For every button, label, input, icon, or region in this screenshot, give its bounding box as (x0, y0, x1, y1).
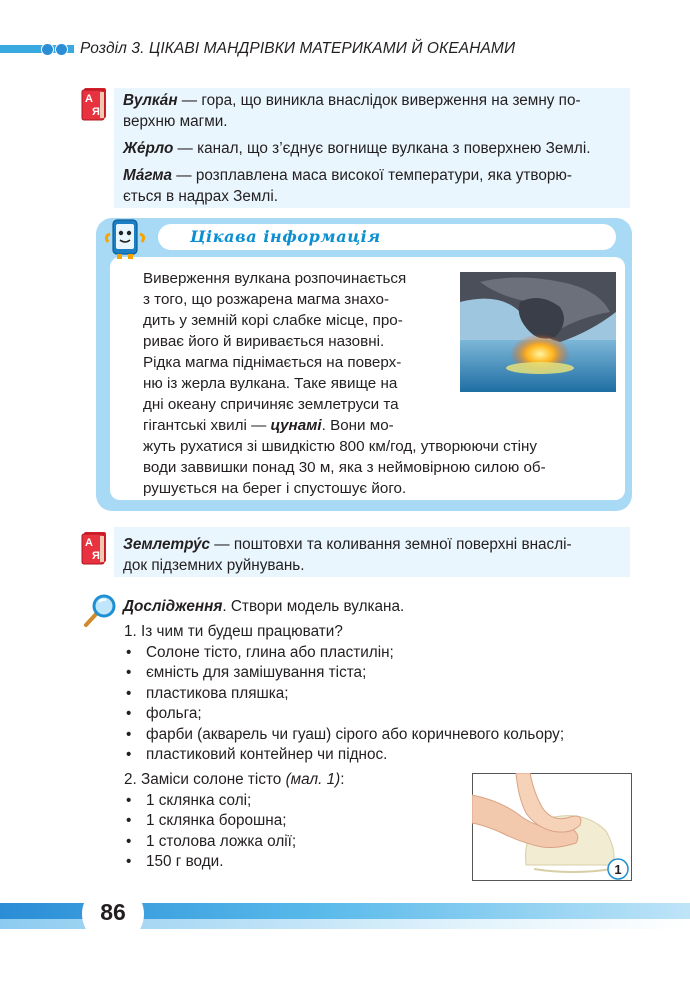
bullet: • (126, 725, 132, 743)
dict-letter-a: А (85, 93, 93, 105)
info-text-part: . Вони мо- (321, 417, 394, 434)
term-definition-cont: док підземних руйнувань. (123, 557, 305, 574)
dough-list (124, 770, 344, 873)
list-item-text: 1 склянка солі; (146, 791, 252, 809)
list-item (124, 684, 564, 705)
info-line: рушується на берег і спустошує його. (143, 480, 407, 497)
info-line: жуть рухатися зі швидкістю 800 км/год, утворюючи стіну (143, 438, 538, 455)
bullet: • (126, 853, 132, 870)
list-item (124, 852, 344, 873)
info-text-part: гігантські хвилі — (143, 417, 271, 434)
term-definition: — канал, що з’єднує вогнище вулкана з поверхнею Землі. (173, 140, 591, 157)
info-line: Виверження вулкана розпочинається (143, 270, 407, 287)
dictionary-icon (80, 530, 110, 566)
list-item-text: пластиковий контейнер чи піднос. (146, 746, 388, 763)
term-word: Ма́гма (123, 167, 173, 184)
info-line: ню із жерла вулкана. Таке явище на (143, 375, 398, 392)
info-title: Цікава інформація (190, 227, 381, 246)
list-item (124, 832, 344, 853)
bullet: • (126, 791, 132, 809)
info-line: дні океану спричиняє землетруси та (143, 396, 399, 413)
info-line (143, 415, 613, 436)
term-word: Землетру́с (123, 536, 211, 553)
tablet-mascot-icon (104, 216, 146, 262)
term-earthquake (123, 534, 633, 576)
term-vulkan (123, 90, 633, 132)
list-item (124, 745, 564, 766)
tsunami-term: цунамі (270, 417, 322, 434)
info-line: дить у земній корі слабке місце, про- (143, 312, 403, 329)
chapter-label: Розділ 3. (80, 40, 145, 57)
list-item-text: фольга; (146, 705, 202, 722)
question-2 (124, 770, 344, 791)
question-2-end: : (340, 771, 345, 788)
list-item (124, 811, 344, 832)
list-item-text: 150 г води. (146, 853, 224, 870)
info-line: риває його й виривається назовні. (143, 333, 385, 350)
term-definition-cont: ється в надрах Землі. (123, 188, 278, 205)
list-item (124, 643, 564, 664)
question-2-text: 2. Заміси солоне тісто (124, 771, 286, 788)
term-definition: — гора, що виникла внаслідок виверження на земну по- (177, 92, 581, 109)
list-item (124, 791, 344, 812)
term-magma (123, 165, 633, 207)
term-definition: — поштовхи та коливання земної поверхні внаслі- (210, 536, 572, 553)
chapter-title: ЦІКАВІ МАНДРІВКИ МАТЕРИКАМИ Й ОКЕАНАМИ (148, 40, 516, 57)
figure-reference: (мал. 1) (285, 771, 341, 788)
kneading-dough-figure (472, 773, 632, 881)
dict-letter-ya: Я (92, 106, 100, 118)
list-item (124, 704, 564, 725)
materials-list (124, 622, 564, 766)
term-definition: — розплавлена маса високої температури, яка утворю- (172, 167, 572, 184)
bullet: • (126, 832, 132, 850)
bullet: • (126, 746, 132, 763)
term-word: Же́рло (123, 140, 174, 157)
dict-letter-ya: Я (92, 550, 100, 562)
header-dot (41, 43, 54, 56)
bullet: • (126, 684, 132, 702)
figure-number: 1 (614, 862, 622, 877)
list-item-text: пластикова пляшка; (146, 684, 289, 702)
term-definition-cont: верхню магми. (123, 113, 228, 130)
research-heading (123, 596, 404, 617)
dictionary-icon (80, 86, 110, 122)
dict-letter-a: А (85, 537, 93, 549)
list-item-text: фарби (акварель чи гуаш) сірого або коричневого кольору; (146, 725, 565, 743)
term-zherlo (123, 138, 633, 159)
bullet: • (126, 664, 132, 681)
list-item (124, 725, 564, 746)
info-line: води заввишки понад 30 м, яка з неймовірною силою об- (143, 459, 546, 476)
bullet: • (126, 643, 132, 661)
question-1: 1. Із чим ти будеш працювати? (124, 623, 343, 640)
running-header (80, 40, 515, 58)
list-item-text: 1 столова ложка олії; (146, 832, 297, 850)
info-text (143, 268, 613, 499)
bullet: • (126, 705, 132, 722)
header-dot (55, 43, 68, 56)
list-item (124, 663, 564, 684)
list-item-text: 1 склянка борошна; (146, 812, 287, 829)
bullet: • (126, 812, 132, 829)
research-label: Дослідження (123, 598, 223, 615)
list-item-text: ємність для замішування тіста; (146, 664, 367, 681)
research-intro: . Створи модель вулкана. (222, 598, 405, 615)
info-line: Рідка магма піднімається на поверх- (143, 354, 402, 371)
term-word: Вулка́н (123, 92, 178, 109)
magnifier-icon (80, 592, 118, 630)
page-number: 86 (100, 899, 126, 925)
info-line: з того, що розжарена магма знахо- (143, 291, 389, 308)
list-item-text: Солоне тісто, глина або пластилін; (146, 643, 394, 661)
